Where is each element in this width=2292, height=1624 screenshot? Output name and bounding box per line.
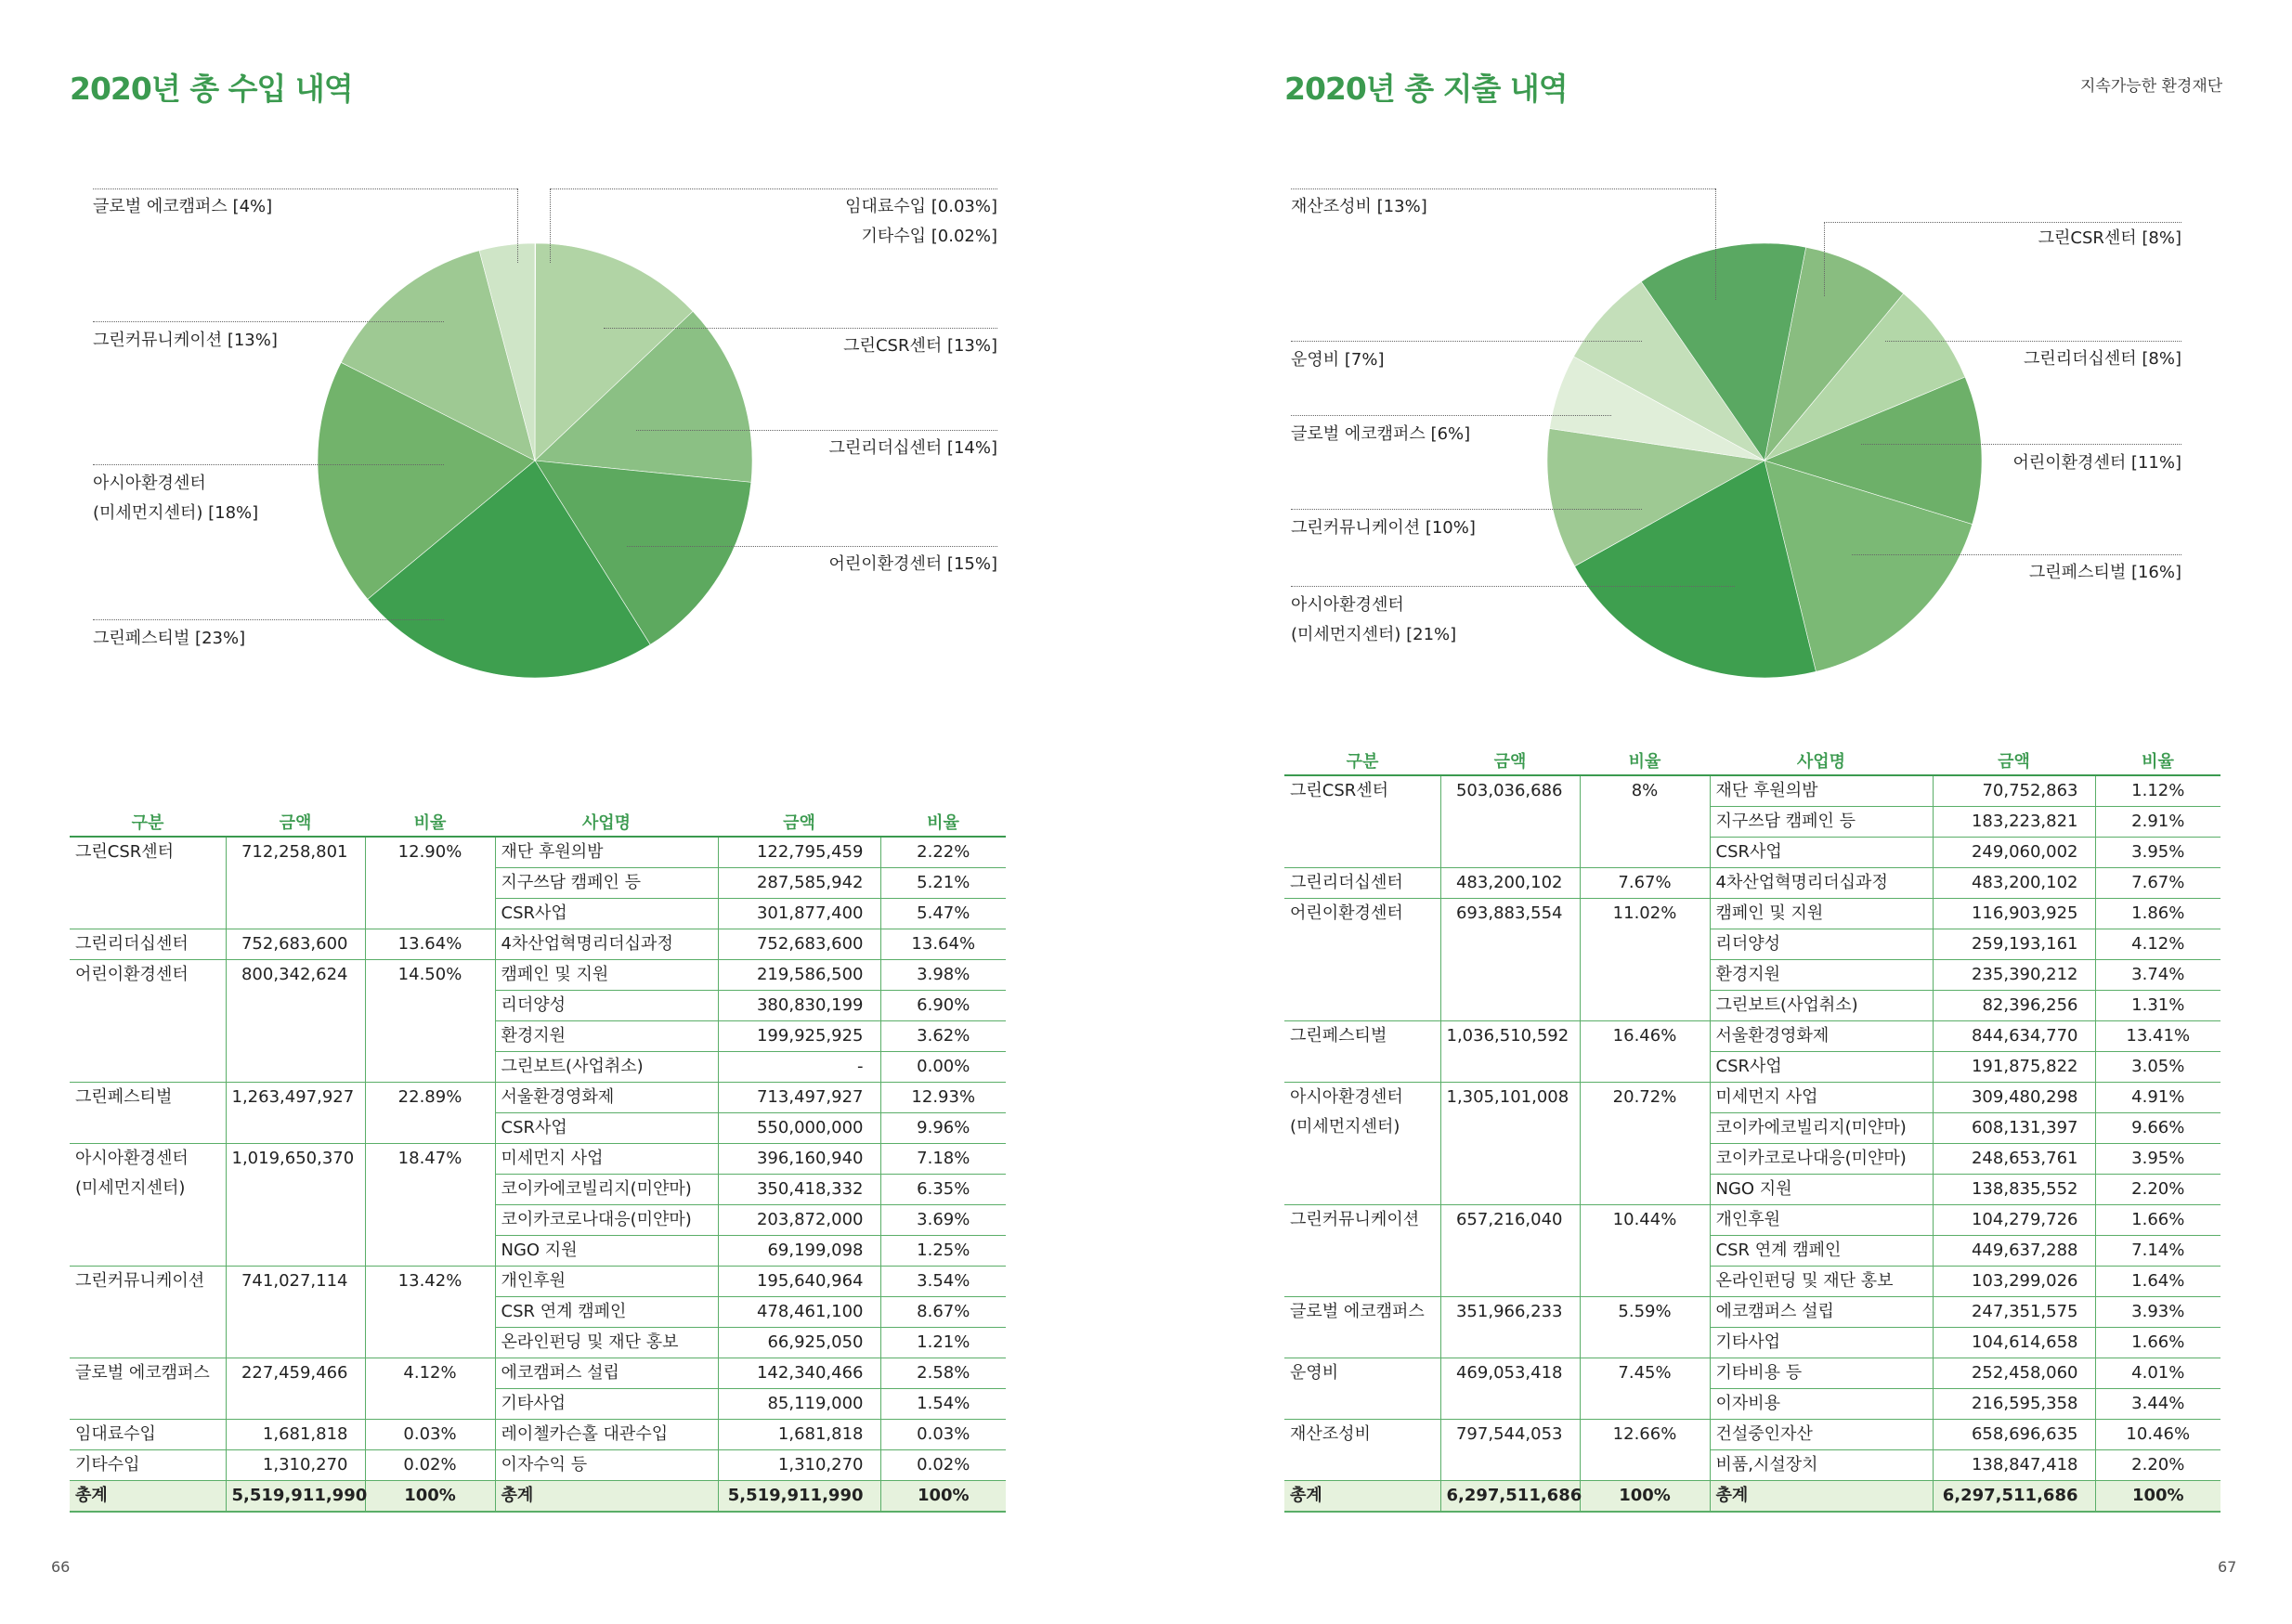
leader-line [1824,222,1825,296]
project-amount: 713,497,927 [718,1083,880,1113]
project-ratio: 3.62% [880,1021,1006,1052]
project-ratio: 1.25% [880,1236,1006,1267]
project-name: CSR사업 [1710,838,1933,868]
table-row [1284,1420,2220,1450]
project-amount: 1,681,818 [718,1420,880,1450]
total-cell: 100% [365,1481,495,1513]
project-name: 재단 후원의밤 [1710,775,1933,807]
table-row [1284,1205,2220,1236]
project-ratio: 4.12% [2095,929,2220,960]
project-amount: 309,480,298 [1933,1083,2095,1113]
project-name: 그린보트(사업취소) [495,1052,718,1083]
project-amount: 396,160,940 [718,1144,880,1175]
project-amount: 247,351,575 [1933,1297,2095,1328]
category-ratio: 5.59% [1580,1297,1710,1358]
column-header: 구분 [70,808,226,837]
category-name: 그린커뮤니케이션 [70,1267,226,1358]
expense-title: 2020년 총 지출 내역 [1284,71,1568,107]
project-name: 이자비용 [1710,1389,1933,1420]
project-amount: 235,390,212 [1933,960,2095,991]
project-name: 4차산업혁명리더십과정 [1710,868,1933,899]
project-name: CSR사업 [495,1113,718,1144]
project-ratio: 0.03% [880,1420,1006,1450]
project-name: 환경지원 [1710,960,1933,991]
total-cell: 6,297,511,686 [1933,1481,2095,1513]
total-cell: 6,297,511,686 [1440,1481,1580,1513]
project-ratio: 5.47% [880,899,1006,929]
project-name: 그린보트(사업취소) [1710,991,1933,1021]
expense-label-green-communication: 그린커뮤니케이션 [10%] [1291,518,1476,538]
project-amount: 1,310,270 [718,1450,880,1481]
project-name: NGO 지원 [495,1236,718,1267]
leader-line [1291,188,1715,189]
total-cell: 5,519,911,990 [718,1481,880,1513]
project-amount: 183,223,821 [1933,807,2095,838]
project-ratio: 1.64% [2095,1267,2220,1297]
page-number-left: 66 [51,1558,71,1576]
category-amount: 503,036,686 [1440,775,1580,868]
category-ratio: 7.67% [1580,868,1710,899]
project-name: 서울환경영화제 [1710,1021,1933,1052]
project-name: 캠페인 및 지원 [1710,899,1933,929]
project-name: CSR 연계 캠페인 [495,1297,718,1328]
category-name: 어린이환경센터 [1284,899,1440,1021]
category-name: 그린리더십센터 [70,929,226,960]
column-header: 비율 [365,808,495,837]
category-name: 아시아환경센터 (미세먼지센터) [1284,1083,1440,1205]
page-number-right: 67 [2218,1558,2237,1576]
category-amount: 797,544,053 [1440,1420,1580,1481]
category-amount: 712,258,801 [226,837,365,929]
category-amount: 1,263,497,927 [226,1083,365,1144]
column-header: 비율 [2095,747,2220,775]
category-name: 그린페스티벌 [70,1083,226,1144]
column-header: 비율 [1580,747,1710,775]
project-amount: 478,461,100 [718,1297,880,1328]
category-name: 글로벌 에코캠퍼스 [70,1358,226,1420]
project-name: 개인후원 [1710,1205,1933,1236]
category-amount: 1,305,101,008 [1440,1083,1580,1205]
project-name: 레이첼카슨홀 대관수입 [495,1420,718,1450]
expense-label-asset: 재산조성비 [13%] [1291,197,1427,216]
expense-label-operating: 운영비 [7%] [1291,350,1385,370]
category-ratio: 8% [1580,775,1710,868]
category-ratio: 13.42% [365,1267,495,1358]
expense-table-header [1284,747,2220,775]
category-amount: 1,310,270 [226,1450,365,1481]
project-ratio: 2.20% [2095,1175,2220,1205]
category-name: 그린리더십센터 [1284,868,1440,899]
expense-label-asia-center-sub: (미세먼지센터) [21%] [1291,625,1457,644]
category-ratio: 0.03% [365,1420,495,1450]
expense-label-child-center: 어린이환경센터 [11%] [2012,453,2181,473]
expense-label-eco-campus: 글로벌 에코캠퍼스 [6%] [1291,424,1471,444]
category-amount: 657,216,040 [1440,1205,1580,1297]
project-ratio: 3.74% [2095,960,2220,991]
project-name: 환경지원 [495,1021,718,1052]
income-label-other: 기타수입 [0.02%] [861,227,997,246]
project-ratio: 1.86% [2095,899,2220,929]
category-amount: 483,200,102 [1440,868,1580,899]
total-cell: 100% [1580,1481,1710,1513]
income-label-green-festival: 그린페스티벌 [23%] [93,629,246,648]
column-header: 사업명 [1710,747,1933,775]
project-ratio: 1.31% [2095,991,2220,1021]
project-ratio: 6.90% [880,991,1006,1021]
expense-label-green-csr: 그린CSR센터 [8%] [2038,228,2181,248]
table-row [1284,1083,2220,1113]
category-ratio: 20.72% [1580,1083,1710,1205]
category-amount: 1,036,510,592 [1440,1021,1580,1083]
leader-line [1291,509,1642,510]
project-ratio: 3.98% [880,960,1006,991]
project-amount: 608,131,397 [1933,1113,2095,1144]
category-ratio: 4.12% [365,1358,495,1420]
category-amount: 800,342,624 [226,960,365,1083]
category-name: 기타수입 [70,1450,226,1481]
project-ratio: 2.91% [2095,807,2220,838]
project-name: 에코캠퍼스 설립 [495,1358,718,1389]
income-label-asia-center-sub: (미세먼지센터) [18%] [93,503,259,523]
column-header: 비율 [880,808,1006,837]
project-ratio: 12.93% [880,1083,1006,1113]
project-ratio: 3.54% [880,1267,1006,1297]
category-name: 재산조성비 [1284,1420,1440,1481]
total-cell: 총계 [495,1481,718,1513]
project-name: 지구쓰담 캠페인 등 [1710,807,1933,838]
project-name: 기타사업 [1710,1328,1933,1358]
total-cell: 총계 [1710,1481,1933,1513]
income-label-asia-center: 아시아환경센터 [93,474,206,493]
category-amount: 693,883,554 [1440,899,1580,1021]
column-header: 금액 [226,808,365,837]
project-ratio: 0.00% [880,1052,1006,1083]
leader-line [1291,415,1611,416]
project-ratio: 10.46% [2095,1420,2220,1450]
project-amount: 216,595,358 [1933,1389,2095,1420]
project-ratio: 0.02% [880,1450,1006,1481]
project-name: 리더양성 [1710,929,1933,960]
project-amount: 82,396,256 [1933,991,2095,1021]
project-ratio: 7.14% [2095,1236,2220,1267]
project-name: 코이카에코빌리지(미얀마) [1710,1113,1933,1144]
brand-name: 지속가능한 환경재단 [2080,77,2223,96]
project-amount: 69,199,098 [718,1236,880,1267]
category-name: 그린CSR센터 [1284,775,1440,868]
project-ratio: 1.66% [2095,1205,2220,1236]
project-name: 코이카코로나대응(미얀마) [1710,1144,1933,1175]
table-row [1284,1358,2220,1389]
category-name: 그린커뮤니케이션 [1284,1205,1440,1297]
project-amount: 301,877,400 [718,899,880,929]
income-label-child-center: 어린이환경센터 [15%] [828,554,997,574]
category-ratio: 0.02% [365,1450,495,1481]
income-label-green-csr: 그린CSR센터 [13%] [843,336,997,356]
project-amount: 219,586,500 [718,960,880,991]
project-amount: 287,585,942 [718,868,880,899]
project-ratio: 1.12% [2095,775,2220,807]
project-ratio: 7.67% [2095,868,2220,899]
leader-line [1291,586,1735,587]
category-amount: 752,683,600 [226,929,365,960]
category-ratio: 18.47% [365,1144,495,1267]
table-row [1284,899,2220,929]
project-amount: 259,193,161 [1933,929,2095,960]
total-cell: 총계 [1284,1481,1440,1513]
category-ratio: 7.45% [1580,1358,1710,1420]
project-amount: 191,875,822 [1933,1052,2095,1083]
project-ratio: 6.35% [880,1175,1006,1205]
leader-line [1824,222,2181,223]
project-amount: - [718,1052,880,1083]
project-amount: 138,847,418 [1933,1450,2095,1481]
project-amount: 550,000,000 [718,1113,880,1144]
project-name: 기타사업 [495,1389,718,1420]
project-name: 건설중인자산 [1710,1420,1933,1450]
project-amount: 142,340,466 [718,1358,880,1389]
income-label-green-communication: 그린커뮤니케이션 [13%] [93,331,278,350]
project-ratio: 4.01% [2095,1358,2220,1389]
project-amount: 844,634,770 [1933,1021,2095,1052]
project-name: 기타비용 등 [1710,1358,1933,1389]
category-ratio: 11.02% [1580,899,1710,1021]
category-name: 아시아환경센터 (미세먼지센터) [70,1144,226,1267]
project-amount: 248,653,761 [1933,1144,2095,1175]
project-amount: 752,683,600 [718,929,880,960]
total-cell: 5,519,911,990 [226,1481,365,1513]
project-ratio: 3.44% [2095,1389,2220,1420]
project-amount: 66,925,050 [718,1328,880,1358]
project-ratio: 1.54% [880,1389,1006,1420]
column-header: 금액 [1440,747,1580,775]
project-ratio: 4.91% [2095,1083,2220,1113]
project-name: 리더양성 [495,991,718,1021]
category-amount: 469,053,418 [1440,1358,1580,1420]
project-amount: 350,418,332 [718,1175,880,1205]
project-name: NGO 지원 [1710,1175,1933,1205]
table-row [1284,868,2220,899]
project-amount: 104,279,726 [1933,1205,2095,1236]
project-ratio: 13.41% [2095,1021,2220,1052]
project-ratio: 2.20% [2095,1450,2220,1481]
leader-line [1885,341,2181,342]
project-name: 이자수익 등 [495,1450,718,1481]
project-ratio: 3.05% [2095,1052,2220,1083]
category-name: 운영비 [1284,1358,1440,1420]
project-name: 지구쓰담 캠페인 등 [495,868,718,899]
project-amount: 252,458,060 [1933,1358,2095,1389]
project-ratio: 9.66% [2095,1113,2220,1144]
leader-line [1861,444,2181,445]
project-name: 미세먼지 사업 [495,1144,718,1175]
category-name: 임대료수입 [70,1420,226,1450]
total-cell: 총계 [70,1481,226,1513]
project-ratio: 1.66% [2095,1328,2220,1358]
project-ratio: 8.67% [880,1297,1006,1328]
table-row [1284,775,2220,807]
project-ratio: 3.69% [880,1205,1006,1236]
table-row [1284,1297,2220,1328]
project-amount: 116,903,925 [1933,899,2095,929]
income-label-green-leadership: 그린리더십센터 [14%] [828,438,997,458]
project-amount: 195,640,964 [718,1267,880,1297]
project-name: 온라인펀딩 및 재단 홍보 [1710,1267,1933,1297]
project-amount: 449,637,288 [1933,1236,2095,1267]
category-ratio: 12.66% [1580,1420,1710,1481]
project-name: 개인후원 [495,1267,718,1297]
category-amount: 351,966,233 [1440,1297,1580,1358]
project-ratio: 2.58% [880,1358,1006,1389]
project-name: 재단 후원의밤 [495,837,718,868]
leader-line [1715,188,1716,300]
column-header: 금액 [718,808,880,837]
category-ratio: 14.50% [365,960,495,1083]
project-name: 비품,시설장치 [1710,1450,1933,1481]
table-row [1284,1021,2220,1052]
category-ratio: 12.90% [365,837,495,929]
project-ratio: 3.93% [2095,1297,2220,1328]
income-title: 2020년 총 수입 내역 [70,71,353,107]
project-name: CSR 연계 캠페인 [1710,1236,1933,1267]
project-name: 미세먼지 사업 [1710,1083,1933,1113]
column-header: 구분 [1284,747,1440,775]
project-name: 코이카코로나대응(미얀마) [495,1205,718,1236]
project-ratio: 5.21% [880,868,1006,899]
column-header: 금액 [1933,747,2095,775]
project-name: 코이카에코빌리지(미얀마) [495,1175,718,1205]
category-ratio: 10.44% [1580,1205,1710,1297]
project-amount: 138,835,552 [1933,1175,2095,1205]
category-amount: 1,019,650,370 [226,1144,365,1267]
income-label-rent: 임대료수입 [0.03%] [845,197,997,216]
total-cell: 100% [2095,1481,2220,1513]
project-ratio: 3.95% [2095,838,2220,868]
category-ratio: 13.64% [365,929,495,960]
project-ratio: 2.22% [880,837,1006,868]
project-name: 4차산업혁명리더십과정 [495,929,718,960]
category-name: 그린페스티벌 [1284,1021,1440,1083]
total-row [1284,1481,2220,1513]
category-name: 어린이환경센터 [70,960,226,1083]
project-name: CSR사업 [1710,1052,1933,1083]
category-ratio: 16.46% [1580,1021,1710,1083]
project-ratio: 9.96% [880,1113,1006,1144]
project-name: 온라인펀딩 및 재단 홍보 [495,1328,718,1358]
expense-label-green-festival: 그린페스티벌 [16%] [2028,563,2181,582]
category-amount: 227,459,466 [226,1358,365,1420]
total-cell: 100% [880,1481,1006,1513]
project-ratio: 7.18% [880,1144,1006,1175]
project-name: 서울환경영화제 [495,1083,718,1113]
expense-label-asia-center: 아시아환경센터 [1291,595,1404,615]
project-name: 캠페인 및 지원 [495,960,718,991]
expense-table [1284,747,2220,1513]
project-amount: 122,795,459 [718,837,880,868]
category-amount: 741,027,114 [226,1267,365,1358]
project-name: CSR사업 [495,899,718,929]
category-ratio: 22.89% [365,1083,495,1144]
project-amount: 70,752,863 [1933,775,2095,807]
project-ratio: 13.64% [880,929,1006,960]
category-name: 글로벌 에코캠퍼스 [1284,1297,1440,1358]
project-amount: 103,299,026 [1933,1267,2095,1297]
leader-line [1852,554,2181,555]
project-amount: 658,696,635 [1933,1420,2095,1450]
project-amount: 104,614,658 [1933,1328,2095,1358]
expense-label-green-leadership: 그린리더십센터 [8%] [2023,349,2181,369]
income-label-eco-campus: 글로벌 에코캠퍼스 [4%] [93,197,273,216]
project-amount: 199,925,925 [718,1021,880,1052]
leader-line [1291,341,1642,342]
category-amount: 1,681,818 [226,1420,365,1450]
project-amount: 203,872,000 [718,1205,880,1236]
project-amount: 483,200,102 [1933,868,2095,899]
project-amount: 85,119,000 [718,1389,880,1420]
project-name: 에코캠퍼스 설립 [1710,1297,1933,1328]
category-name: 그린CSR센터 [70,837,226,929]
project-amount: 249,060,002 [1933,838,2095,868]
project-amount: 380,830,199 [718,991,880,1021]
column-header: 사업명 [495,808,718,837]
project-ratio: 1.21% [880,1328,1006,1358]
project-ratio: 3.95% [2095,1144,2220,1175]
